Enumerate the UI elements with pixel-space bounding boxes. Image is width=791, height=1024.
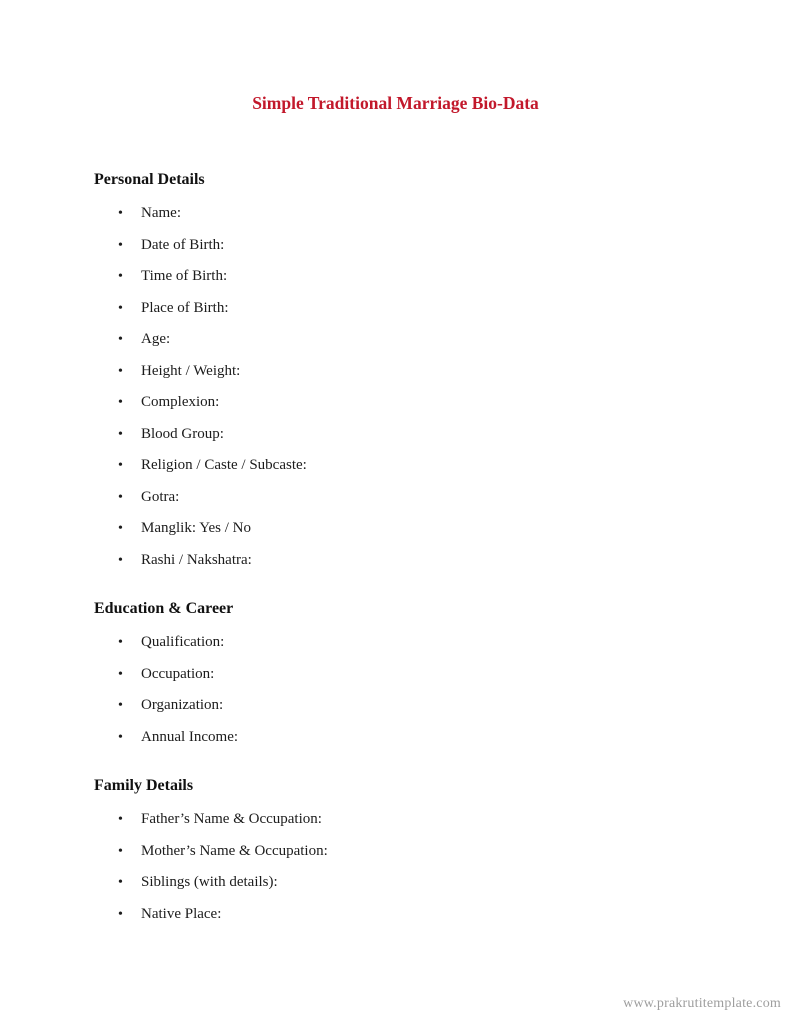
list-item [118,899,697,931]
bullet-icon: • [118,206,123,221]
field-label: Religion / Caste / Subcaste: [141,457,307,473]
field-label: Qualification: [141,634,225,650]
field-label: Time of Birth: [141,268,228,284]
field-label: Rashi / Nakshatra: [141,551,252,568]
bullet-icon: • [118,395,123,410]
field-label: Organization: [141,697,224,713]
list-item [118,804,697,836]
list-item [118,419,697,451]
bullet-icon: • [118,906,123,922]
bio-section [94,172,697,576]
watermark-url: www.prakrutitemplate.com [623,996,781,1011]
field-label: Father’s Name & Occupation: [141,811,322,827]
field-label: Age: [141,331,171,347]
list-item [118,867,697,899]
bullet-icon: • [118,332,123,347]
list-item [118,387,697,419]
document-title: Simple Traditional Marriage Bio-Data [252,93,539,113]
bullet-icon: • [118,552,123,568]
section-heading: Education & Career [94,600,234,617]
bullet-icon: • [118,489,123,505]
section-heading: Personal Details [94,171,205,188]
list-item [118,836,697,868]
document-content [94,0,697,930]
list-item [118,545,697,577]
bullet-icon: • [118,875,123,890]
list-item [118,230,697,262]
field-label: Siblings (with details): [141,874,278,890]
field-label: Manglik: Yes / No [141,520,252,536]
bullet-icon: • [118,300,123,316]
list-item [118,513,697,545]
list-item [118,324,697,356]
list-item [118,482,697,514]
field-label: Date of Birth: [141,236,225,253]
field-label: Occupation: [141,665,215,682]
section-items [94,627,697,753]
list-item [118,690,697,722]
list-item [118,356,697,388]
field-label: Gotra: [141,488,180,505]
field-label: Height / Weight: [141,362,241,379]
section-items [94,804,697,930]
bullet-icon: • [118,729,123,745]
bio-section [94,778,697,930]
field-label: Native Place: [141,905,222,922]
section-heading: Family Details [94,777,194,794]
list-item [118,659,697,691]
list-item [118,627,697,659]
section-items [94,198,697,576]
field-label: Mother’s Name & Occupation: [141,842,328,859]
field-label: Blood Group: [141,425,224,442]
bullet-icon: • [118,698,123,713]
list-item [118,261,697,293]
field-label: Complexion: [141,394,220,410]
bullet-icon: • [118,843,123,859]
bio-section [94,601,697,753]
field-label: Annual Income: [141,728,239,745]
bullet-icon: • [118,237,123,253]
bullet-icon: • [118,521,123,536]
list-item [118,198,697,230]
list-item [118,293,697,325]
bullet-icon: • [118,269,123,284]
bullet-icon: • [118,426,123,442]
list-item [118,450,697,482]
bullet-icon: • [118,666,123,682]
field-label: Name: [141,205,181,221]
bullet-icon: • [118,812,123,827]
bullet-icon: • [118,458,123,473]
sections-container [94,172,697,930]
field-label: Place of Birth: [141,299,229,316]
list-item [118,722,697,754]
bullet-icon: • [118,363,123,379]
bullet-icon: • [118,635,123,650]
